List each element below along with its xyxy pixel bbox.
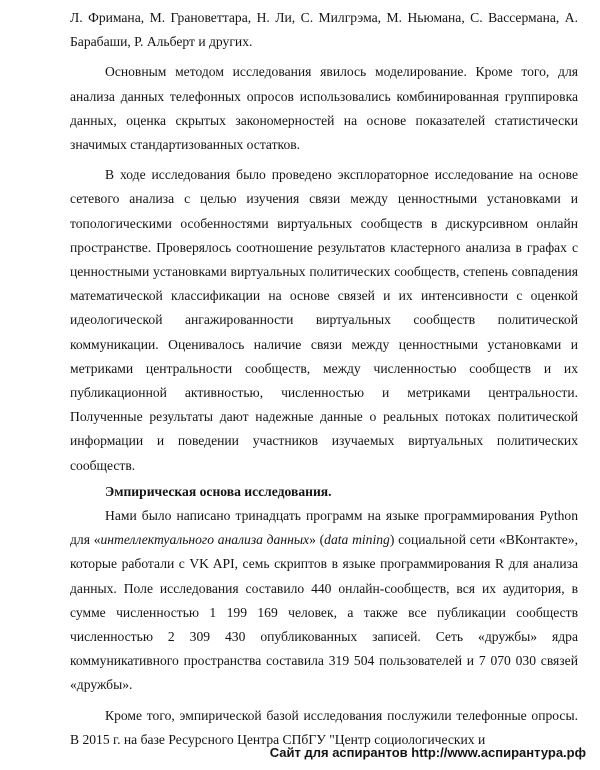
paragraph-method: Основным методом исследования явилось моделирование. Кроме того, для анализа данных телефонных опросов использовались комбинированная группировка данных, оценка скрытых закономерностей на основе показателей статистически значимых стандартизованных остатков.	[70, 64, 578, 153]
paragraph-exploratory: В ходе исследования было проведено эксплораторное исследование на основе сетевого анализа с целью изучения связи между ценностными установками и топологическими особенностями виртуальных сообществ в дискурсивном онлайн пространстве. Проверялось соотношение результатов кластерного анализа в графах с ценностными установками виртуальных политических сообществ, степень совпадения математической классификации на основе связей и их интенсивности с оценкой идеологической ангажированности виртуальных сообществ политической коммуникации. Оценивалось наличие связи между ценностными установками и метриками центральности сообществ, между численностью сообществ и их публикационной активностью, численностью и метриками центральности. Полученные результаты дают надежные данные о реальных потоках политической информации и поведении участников изучаемых виртуальных политических сообществ.	[70, 167, 578, 473]
section-heading: Эмпирическая основа исследования.	[105, 483, 332, 499]
site-footer-link[interactable]: Сайт для аспирантов http://www.аспирантура.рф	[269, 745, 586, 760]
programs-text-a: Нами было написано тринадцать программ на языке программирования Python для «	[70, 508, 578, 548]
paragraph-authors: Л. Фримана, М. Грановеттара, Н. Ли, С. Милгрэма, М. Ньюмана, С. Вассермана, А. Барабаши, Р. Альберт и других.	[70, 10, 578, 50]
programs-text-e: ) социальной сети «ВКонтакте», которые работали с VK API, семь скриптов в языке программирования R для анализа данных. Поле исследования составило 440 онлайн-сообществ, вся их аудитория, в сумме численностью 1 199 169 человек, а также все публикации сообществ численностью 2 309 430 опубликованных записей. Сеть «дружбы» ядра коммуникативного пространства составила 319 504 пользователей и 7 070 030 связей «дружбы».	[70, 532, 579, 693]
paragraph-programs	[70, 504, 578, 698]
programs-italic-data-mining: data mining	[324, 532, 390, 548]
paragraph-phone-surveys: Кроме того, эмпирической базой исследования послужили телефонные опросы. В 2015 г. на базе Ресурсного Центра СПбГУ "Центр социологических и	[70, 707, 578, 747]
programs-italic-term: интеллектуального анализа данных	[100, 532, 310, 548]
programs-text-c: » (	[309, 532, 325, 548]
